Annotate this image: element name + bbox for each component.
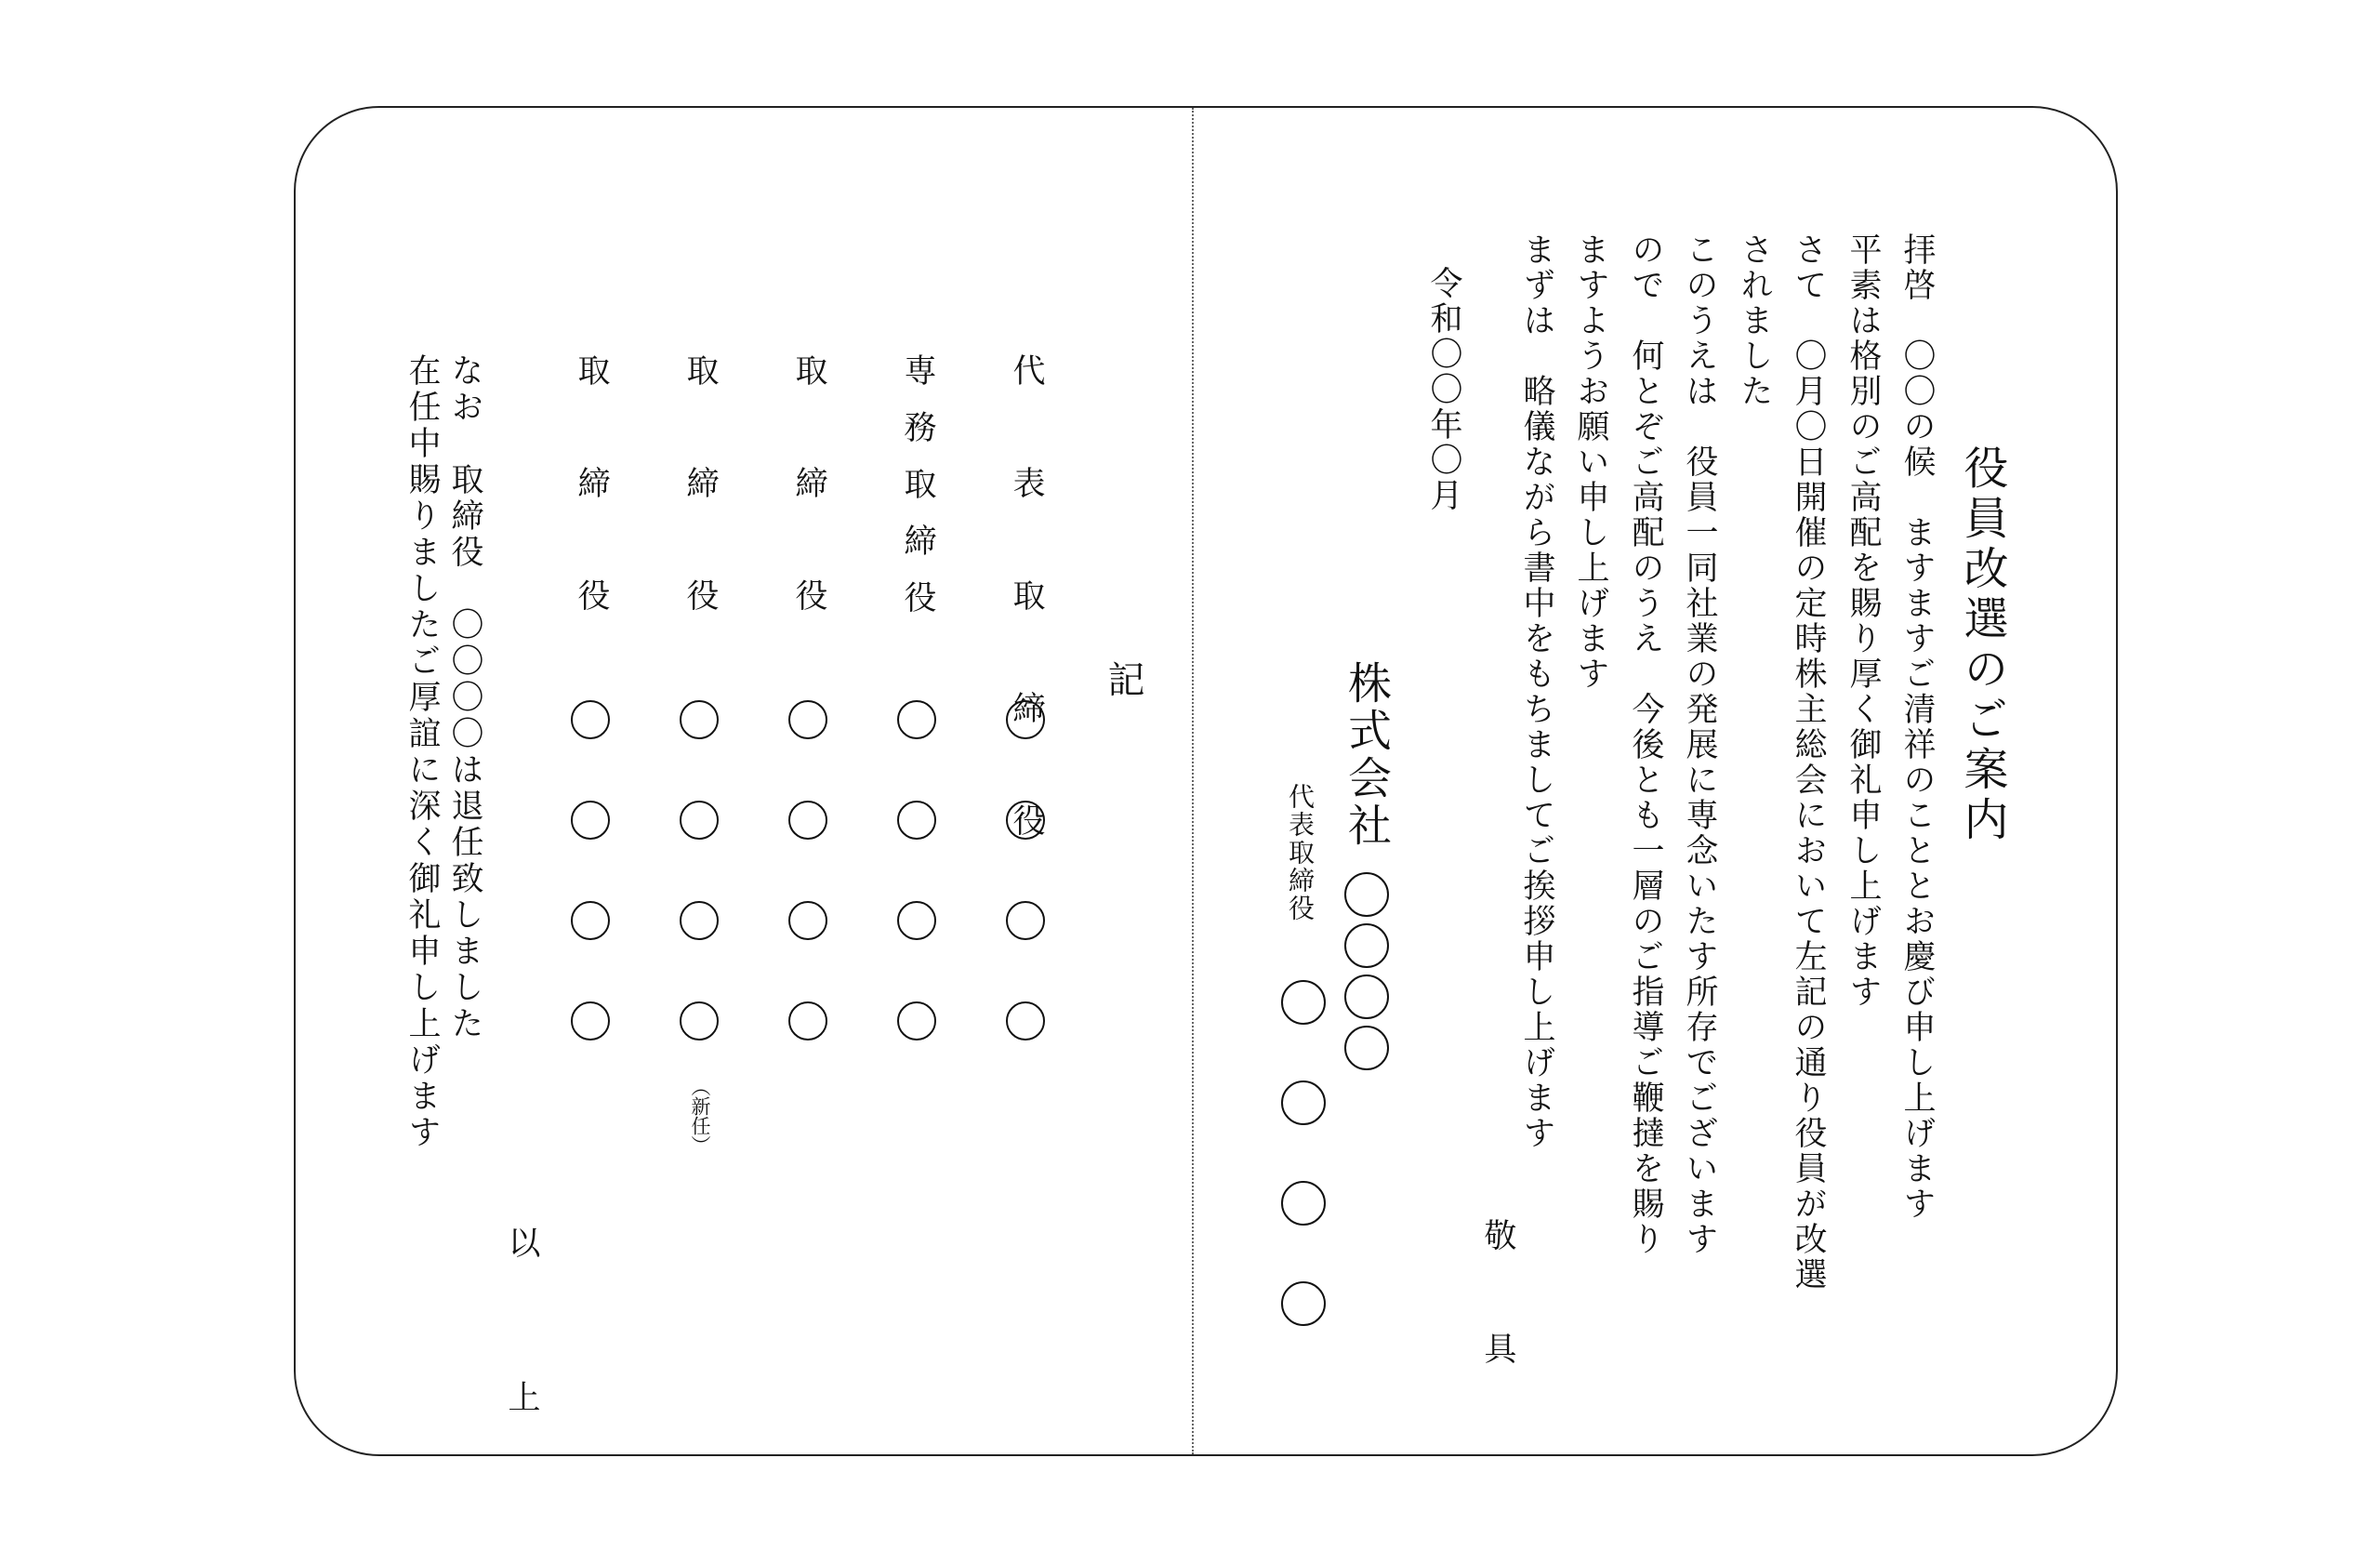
closing-ijou: 以 上	[503, 1226, 540, 1457]
officer-name-placeholder	[897, 1001, 936, 1041]
officer-name-placeholder	[897, 901, 936, 940]
page-title: 役員改選のご案内	[1956, 444, 2008, 846]
officer-name-placeholder	[571, 901, 610, 940]
officer-name-placeholder	[788, 700, 827, 739]
retirement-line-1: なお 取締役 〇〇〇〇は退任致しました	[446, 353, 483, 1042]
signer-name-placeholder-4	[1281, 1281, 1326, 1326]
officer-title-5: 取締役	[573, 353, 610, 691]
officer-name-placeholder	[897, 801, 936, 840]
officer-name-placeholder	[1006, 801, 1045, 840]
officer-name-placeholder	[680, 901, 719, 940]
officer-title-2: 専務取締役	[899, 353, 936, 637]
officer-name-placeholder	[788, 801, 827, 840]
fold-line	[1192, 108, 1194, 1454]
letter-line-8: まずは 略儀ながら書中をもちましてご挨拶申し上げます	[1518, 232, 1555, 1151]
officer-name-placeholder	[571, 801, 610, 840]
retirement-line-2: 在任中賜りましたご厚誼に深く御礼申し上げます	[403, 353, 441, 1151]
letter-date: 令和〇〇年〇月	[1425, 266, 1462, 513]
officer-name-placeholder	[1006, 901, 1045, 940]
officer-name-placeholder	[788, 1001, 827, 1041]
company-name-placeholder-1	[1344, 872, 1389, 917]
signature-role: 代表取締役	[1285, 783, 1316, 922]
company-name-placeholder-3	[1344, 974, 1389, 1019]
letter-line-3: さて 〇月〇日開催の定時株主総会において左記の通り役員が改選	[1790, 232, 1827, 1292]
officer-title-3: 取締役	[790, 353, 827, 691]
company-name-placeholder-4	[1344, 1026, 1389, 1070]
officer-name-placeholder	[571, 1001, 610, 1041]
company-name-placeholder-2	[1344, 923, 1389, 968]
officer-name-placeholder	[680, 700, 719, 739]
details-heading: 記	[1102, 660, 1144, 697]
signer-name-placeholder-3	[1281, 1181, 1326, 1226]
officer-name-placeholder	[897, 700, 936, 739]
officer-name-placeholder	[571, 700, 610, 739]
closing-keigu: 敬 具	[1479, 1218, 1516, 1388]
letter-line-1: 拝啓 〇〇の候 ますますご清祥のこととお慶び申し上げます	[1898, 232, 1936, 1222]
officer-name-placeholder	[788, 901, 827, 940]
company-name: 株式会社	[1341, 660, 1392, 850]
officer-name-placeholder	[1006, 700, 1045, 739]
letter-line-5: このうえは 役員一同社業の発展に専念いたす所存でございます	[1681, 232, 1718, 1257]
officer-title-1: 代表取締役	[1008, 353, 1045, 916]
signer-name-placeholder-2	[1281, 1080, 1326, 1125]
letter-line-7: ますようお願い申し上げます	[1572, 232, 1609, 692]
letter-line-4: されました	[1736, 232, 1773, 409]
officer-title-4: 取締役	[681, 353, 719, 691]
officer-name-placeholder	[1006, 1001, 1045, 1041]
officer-name-placeholder	[680, 1001, 719, 1041]
signer-name-placeholder-1	[1281, 980, 1326, 1025]
letter-line-6: ので 何とぞご高配のうえ 今後とも一層のご指導ご鞭撻を賜り	[1627, 232, 1664, 1257]
officer-name-placeholder	[680, 801, 719, 840]
letter-line-2: 平素は格別のご高配を賜り厚く御礼申し上げます	[1844, 232, 1882, 1010]
new-appointment-note: （新任）	[689, 1077, 711, 1155]
